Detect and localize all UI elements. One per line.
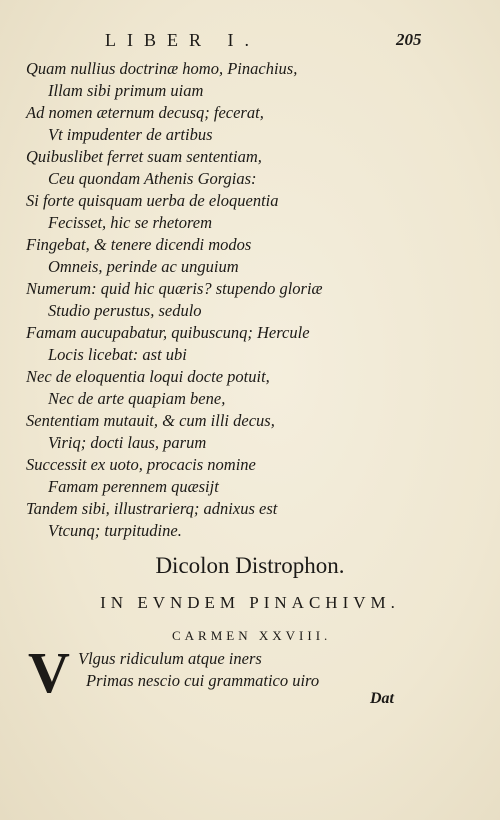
poem-line: Numerum: quid hic quæris? stupendo gloriæ — [26, 279, 323, 298]
poem-line: Illam sibi primum uiam — [48, 81, 204, 100]
poem-line: Ceu quondam Athenis Gorgias: — [48, 169, 257, 188]
poem-line: Successit ex uoto, procacis nomine — [26, 455, 256, 474]
poem-line: Quam nullius doctrinæ homo, Pinachius, — [26, 59, 298, 78]
section-title: Dicolon Distrophon. — [155, 553, 345, 578]
poem-line: Sententiam mutauit, & cum illi decus, — [26, 411, 275, 430]
poem-line: Quibuslibet ferret suam sententiam, — [26, 147, 262, 166]
poem-line: Tandem sibi, illustrarierq; adnixus est — [26, 499, 278, 518]
poem-line: Vlgus ridiculum atque iners — [78, 649, 262, 668]
page-header — [0, 30, 500, 52]
poem-line: Si forte quisquam uerba de eloquentia — [26, 191, 279, 210]
carmen-heading: CARMEN XXVIII. — [172, 628, 332, 643]
running-head: LIBER I. — [105, 30, 260, 50]
page-number: 205 — [396, 30, 422, 49]
poem-line: Nec de arte quapiam bene, — [48, 389, 226, 408]
poem-line: Vtcunq; turpitudine. — [48, 521, 182, 540]
poem-line: Vt impudenter de artibus — [48, 125, 213, 144]
poem-line: Omneis, perinde ac unguium — [48, 257, 239, 276]
poem-line: Fecisset, hic se rhetorem — [48, 213, 213, 232]
catchword: Dat — [370, 690, 394, 707]
drop-cap: V — [28, 640, 70, 705]
poem-line: Fingebat, & tenere dicendi modos — [26, 235, 252, 254]
poem-line: Studio perustus, sedulo — [48, 301, 202, 320]
poem-line: Locis licebat: ast ubi — [48, 345, 187, 364]
poem-line: Famam perennem quæsijt — [48, 477, 219, 496]
poem-line: Famam aucupabatur, quibuscunq; Hercule — [26, 323, 310, 342]
poem-line: Primas nescio cui grammatico uiro — [86, 671, 320, 690]
poem-line: Ad nomen æternum decusq; fecerat, — [26, 103, 264, 122]
poem-line: Viriq; docti laus, parum — [48, 433, 207, 452]
poem-line: Nec de eloquentia loqui docte potuit, — [26, 367, 270, 386]
section-subtitle: IN EVNDEM PINACHIVM. — [100, 593, 400, 612]
